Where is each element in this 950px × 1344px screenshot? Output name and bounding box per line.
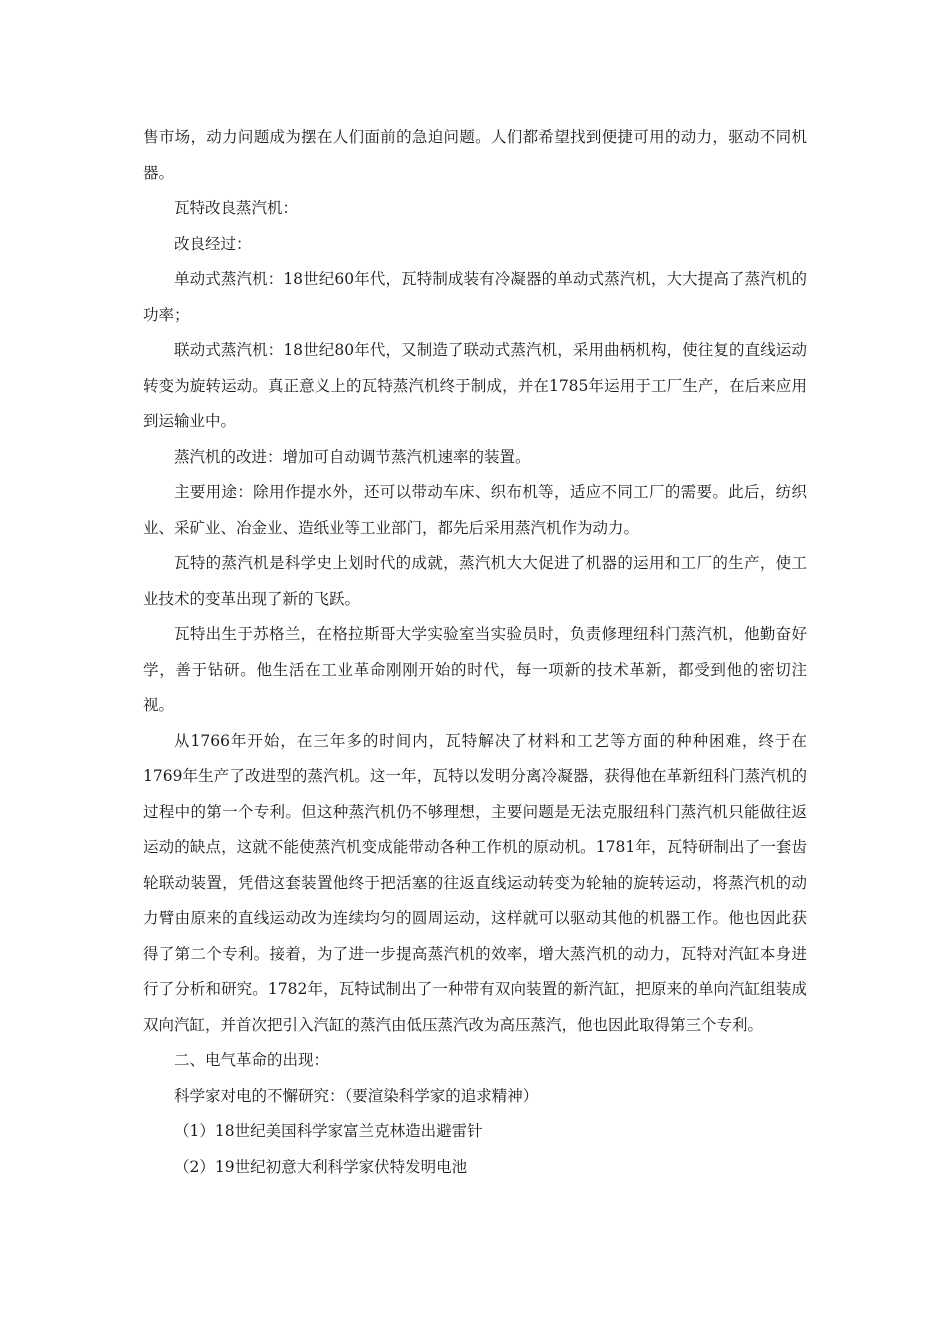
paragraph-watt-patents: 从1766年开始，在三年多的时间内，瓦特解决了材料和工艺等方面的种种困难，终于在1769年生产了改进型的蒸汽机。这一年，瓦特以发明分离冷凝器，获得他在革新纽科门蒸汽机的过程中的第一个专利。但这种蒸汽机仍不够理想，主要问题是无法克服纽科门蒸汽机只能做往返运动的缺点，这就不能使蒸汽机变成能带动各种工作机的原动机。1781年，瓦特研制出了一套齿轮联动装置，凭借这套装置他终于把活塞的往返直线运动转变为轮轴的旋转运动，将蒸汽机的动力臂由原来的直线运动改为连续均匀的圆周运动，这样就可以驱动其他的机器工作。他也因此获得了第二个专利。接着，为了进一步提高蒸汽机的效率，增大蒸汽机的动力，瓦特对汽缸本身进行了分析和研究。1782年，瓦特试制出了一种带有双向装置的新汽缸，把原来的单向汽缸组装成双向汽缸，并首次把引入汽缸的蒸汽由低压蒸汽改为高压蒸汽，他也因此取得第三个专利。 xyxy=(143,731,807,1034)
heading-watt-improvement: 瓦特改良蒸汽机： xyxy=(174,199,299,217)
document-body xyxy=(143,120,807,1185)
heading-electric-revolution: 二、电气革命的出现： xyxy=(174,1051,330,1069)
paragraph-scientists-research: 科学家对电的不懈研究：（要渲染科学家的追求精神） xyxy=(174,1086,539,1105)
paragraph-main-uses: 主要用途：除用作提水外，还可以带动车床、织布机等，适应不同工厂的需要。此后，纺织业、采矿业、冶金业、造纸业等工业部门，都先后采用蒸汽机作为动力。 xyxy=(143,483,807,537)
paragraph-significance: 瓦特的蒸汽机是科学史上划时代的成就，蒸汽机大大促进了机器的运用和工厂的生产，使工业技术的变革出现了新的飞跃。 xyxy=(143,554,807,608)
paragraph-watt-biography: 瓦特出生于苏格兰，在格拉斯哥大学实验室当实验员时，负责修理纽科门蒸汽机，他勤奋好学，善于钻研。他生活在工业革命刚刚开始的时代，每一项新的技术革新，都受到他的密切注视。 xyxy=(143,625,807,714)
heading-improvement-process: 改良经过： xyxy=(174,234,252,253)
paragraph-single-acting-engine: 单动式蒸汽机：18世纪60年代，瓦特制成装有冷凝器的单动式蒸汽机，大大提高了蒸汽机的功率； xyxy=(143,270,807,324)
list-item-volta: （2）19世纪初意大利科学家伏特发明电池 xyxy=(174,1157,468,1176)
paragraph-continuation: 售市场，动力问题成为摆在人们面前的急迫问题。人们都希望找到便捷可用的动力，驱动不同机器。 xyxy=(143,128,807,182)
paragraph-double-acting-engine: 联动式蒸汽机：18世纪80年代，又制造了联动式蒸汽机，采用曲柄机构，使往复的直线运动转变为旋转运动。真正意义上的瓦特蒸汽机终于制成，并在1785年运用于工厂生产，在后来应用到运输业中。 xyxy=(143,341,807,430)
list-item-franklin: （1）18世纪美国科学家富兰克林造出避雷针 xyxy=(174,1122,483,1140)
paragraph-engine-improvement: 蒸汽机的改进：增加可自动调节蒸汽机速率的装置。 xyxy=(174,447,531,466)
